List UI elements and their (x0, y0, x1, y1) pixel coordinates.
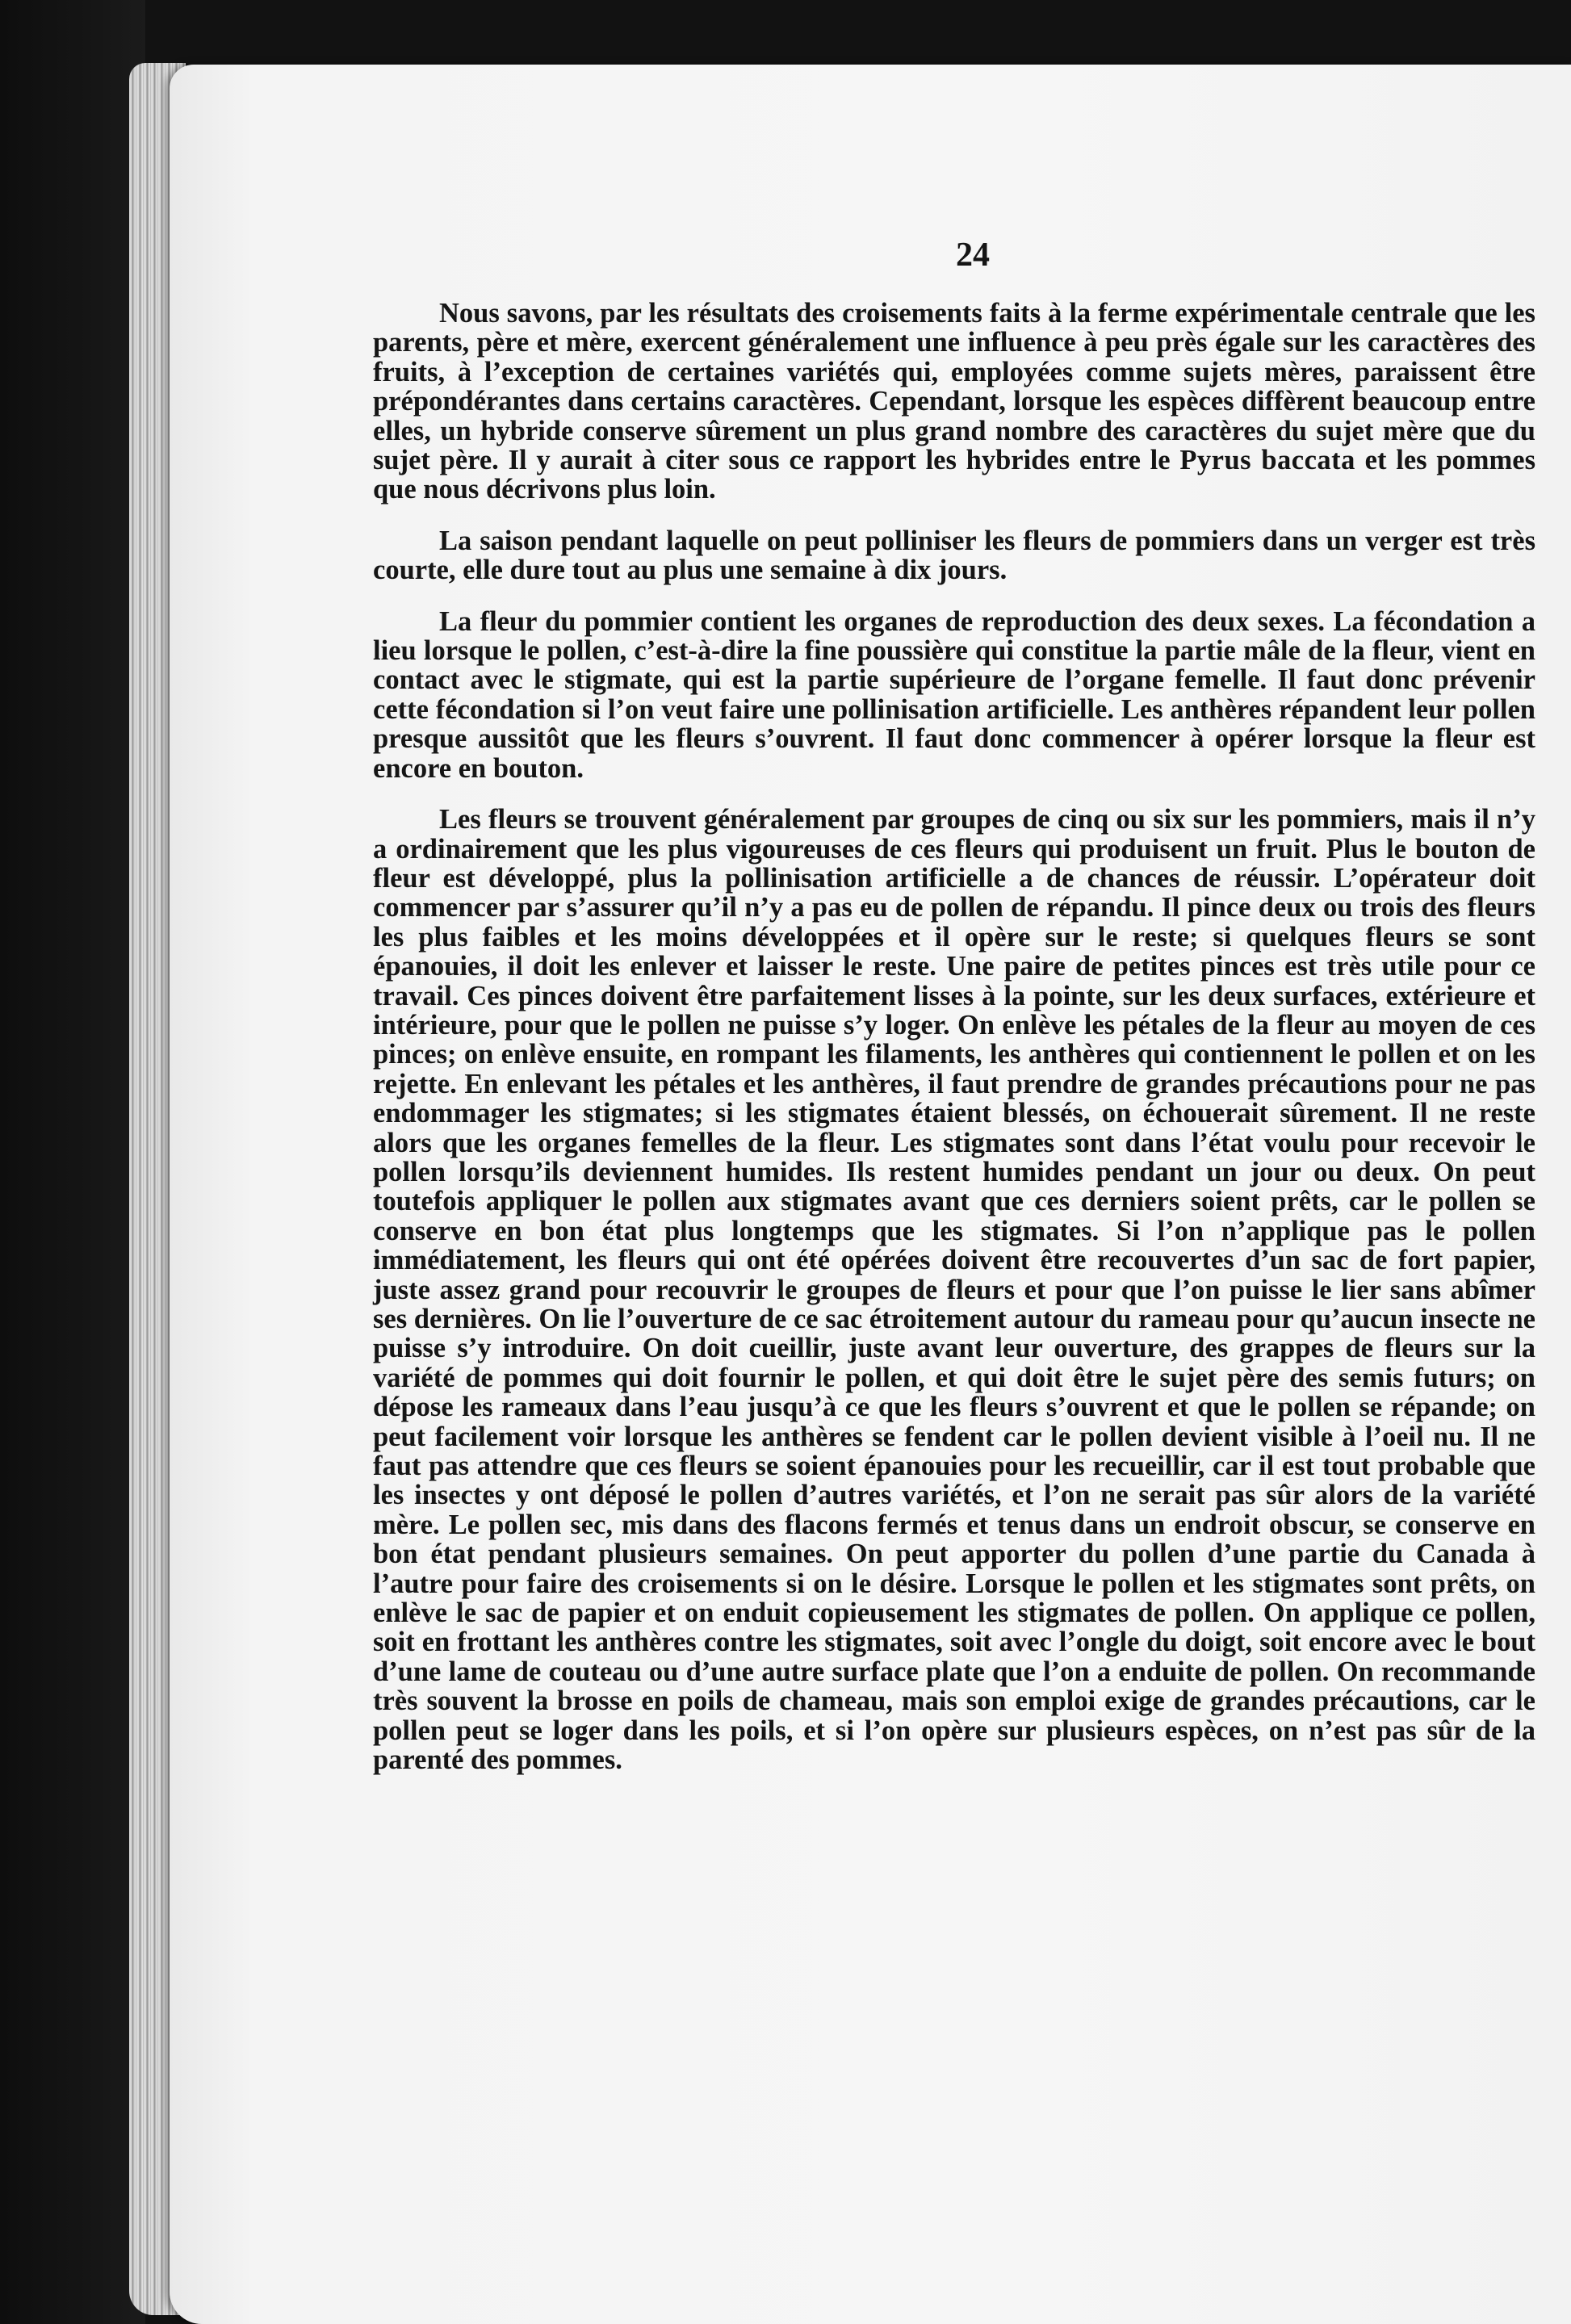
species-name: Pyrus baccata (1179, 445, 1355, 476)
paragraph-1-text-end: et les pommes que nous décrivons plus loin. (373, 445, 1535, 505)
paragraph-1 (373, 299, 1535, 505)
page-number: 24 (956, 237, 990, 274)
paragraph-2: La saison pendant laquelle on peut polliniser les fleurs de pommiers dans un verger est très courte, elle dure tout au plus une semaine à dix jours. (373, 525, 1535, 586)
body-text (373, 299, 1535, 1775)
paragraph-4: Les fleurs se trouvent généralement par groupes de cinq ou six sur les pommiers, mais il n’y a ordinairement que les plus vigoureuses de ces fleurs qui produisent un fruit. Plus le bouton de fleur est développé, plus la pollinisation artificielle a de chances de réussir. L’opérateur doit commencer par s’assurer qu’il n’y a pas eu de pollen de répandu. Il pince deux ou trois des fleurs les plus faibles et les moins développées et il opère sur le reste; si quelques fleurs se sont épanouies, il doit les enlever et laisser le reste. Une paire de petites pinces est très utile pour ce travail. Ces pinces doivent être parfaitement lisses à la pointe, sur les deux surfaces, extérieure et intérieure, pour que le pollen ne puisse s’y loger. On enlève les pétales de la fleur au moyen de ces pinces; on enlève ensuite, en rompant les filaments, les anthères qui contiennent le pollen et on les rejette. En enlevant les pétales et les anthères, il faut prendre de grandes précautions pour ne pas endommager les stigmates; si les stigmates étaient blessés, on échouerait sûrement. Il ne reste alors que les organes femelles de la fleur. Les stigmates sont dans l’état voulu pour recevoir le pollen lorsqu’ils deviennent humides. Ils restent humides pendant un jour ou deux. On peut toutefois appliquer le pollen aux stigmates avant que ces derniers soient prêts, car le pollen se conserve en bon état plus longtemps que les stigmates. Si l’on n’applique pas le pollen immédiatement, les fleurs qui ont été opérées doivent être recouvertes d’un sac de fort papier, juste assez grand pour recouvrir le groupes de fleurs et pour que l’on puisse le lier sans abîmer ses dernières. On lie l’ouverture de ce sac étroitement autour du rameau pour qu’aucun insecte ne puisse s’y introduire. On doit cueillir, juste avant leur ouverture, des grappes de fleurs sur la variété de pommes qui doit fournir le pollen, et qui doit être le sujet père des semis futurs; on dépose les rameaux dans l’eau jusqu’à ce que les fleurs s’ouvrent et que le pollen se répande; on peut facilement voir lorsque les anthères se fendent car le pollen devient visible à l’oeil nu. Il ne faut pas attendre que ces fleurs se soient épanouies pour les recueillir, car il est tout probable que les insectes y ont déposé le pollen d’autres variétés, et l’on ne serait pas sûr alors de la variété mère. Le pollen sec, mis dans des flacons fermés et tenus dans un endroit obscur, se conserve en bon état pendant plusieurs semaines. On peut apporter du pollen d’une partie du Canada à l’autre pour faire des croisements si on le désire. Lorsque le pollen et les stigmates sont prêts, on enlève le sac de papier et on enduit copieusement les stigmates de pollen. On applique ce pollen, soit en frottant les anthères contre les stigmates, soit avec l’ongle du doigt, soit encore avec le bout d’une lame de couteau ou d’une autre surface plate que l’on a enduite de pollen. On recommande très souvent la brosse en poils de chameau, mais son emploi exige de grandes précautions, car le pollen peut se loger dans les poils, et si l’on opère sur plusieurs espèces, on n’est pas sûr de la parenté des pommes. (373, 804, 1535, 1776)
paragraph-3: La fleur du pommier contient les organes de reproduction des deux sexes. La fécondation a lieu lorsque le pollen, c’est-à-dire la fine poussière qui constitue la partie mâle de la fleur, vient en contact avec le stigmate, qui est la partie supérieure de l’organe femelle. Il faut donc prévenir cette fécondation si l’on veut faire une pollinisation artificielle. Les anthères répandent leur pollen presque aussitôt que les fleurs s’ouvrent. Il faut donc commencer à opérer lorsque la fleur est encore en bouton. (373, 605, 1535, 784)
scan-left-border (0, 0, 145, 2324)
paragraph-1-text-start: Nous savons, par les résultats des croisements faits à la ferme expérimentale centrale que les parents, père et mère, exercent généralement une influence à peu près égale sur les caractères des fruits, à l’exception de certaines variétés qui, employées comme sujets mères, paraissent être prépondérantes dans certains caractères. Cependant, lorsque les espèces diffèrent beaucoup entre elles, un hybride conserve sûrement un plus grand nombre des caractères du sujet mère que du sujet père. Il y aurait à citer sous ce rapport les hybrides entre le (373, 298, 1535, 476)
